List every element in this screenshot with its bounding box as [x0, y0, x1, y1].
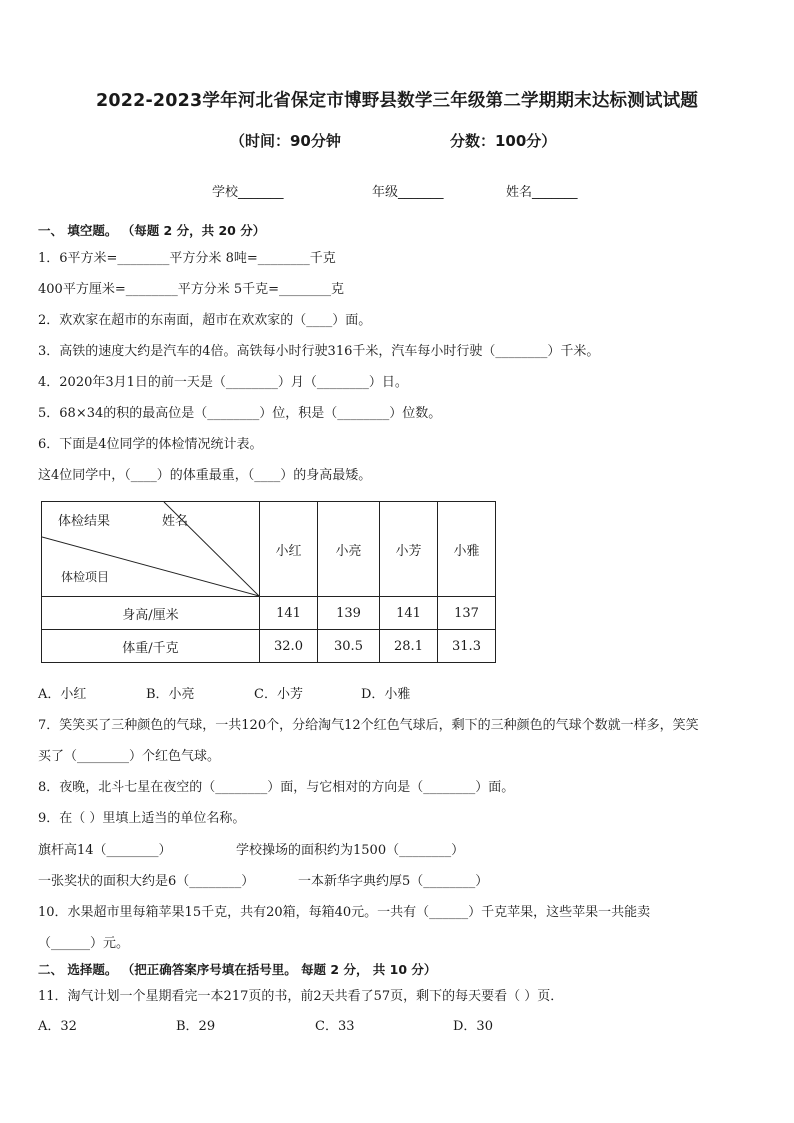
table-row	[42, 630, 496, 663]
name-field: 姓名_______	[506, 185, 578, 200]
table-cell: 31.3	[438, 630, 496, 663]
row-label: 体重/千克	[42, 630, 260, 663]
health-check-table	[41, 501, 496, 663]
table-corner-header	[42, 502, 260, 597]
question-9a: 旗杆高14（________）	[38, 843, 172, 858]
corner-result-label: 体检结果	[58, 514, 111, 529]
time-label: （时间：90分钟	[230, 132, 341, 150]
corner-name-label: 姓名	[162, 514, 189, 529]
option-a: A．32	[38, 1019, 77, 1034]
page-title: 2022-2023学年河北省保定市博野县数学三年级第二学期期末达标测试试题	[95, 91, 699, 111]
question-11: 11．淘气计划一个星期看完一本217页的书，前2天共看了57页，剩下的每天要看（ ）页．	[38, 989, 564, 1004]
question-8: 8．夜晚，北斗七星在夜空的（________）面，与它相对的方向是（________）面。	[38, 780, 515, 795]
table-cell: 30.5	[318, 630, 380, 663]
question-10b: （______）元。	[38, 936, 130, 951]
option-a: A．小红	[38, 687, 87, 702]
question-5: 5．68×34的积的最高位是（________）位，积是（________）位数。	[38, 406, 442, 421]
score-label: 分数：100分）	[450, 132, 557, 150]
table-cell: 141	[260, 597, 318, 630]
table-row	[42, 597, 496, 630]
table-cell: 137	[438, 597, 496, 630]
table-header-name: 小雅	[438, 502, 496, 597]
table-header-name: 小亮	[318, 502, 380, 597]
school-field: 学校_______	[212, 185, 284, 200]
row-label: 身高/厘米	[42, 597, 260, 630]
question-10a: 10．水果超市里每箱苹果15千克，共有20箱，每箱40元。一共有（______）千克苹果，这些苹果一共能卖	[38, 905, 651, 920]
option-b: B．29	[176, 1019, 216, 1034]
table-cell: 141	[380, 597, 438, 630]
question-9: 9．在（ ）里填上适当的单位名称。	[38, 811, 246, 826]
table-header-name: 小芳	[380, 502, 438, 597]
grade-field: 年级_______	[372, 185, 444, 200]
option-d: D．30	[453, 1019, 493, 1034]
question-1a: 1．6平方米=________平方分米 8吨=________千克	[38, 251, 336, 266]
option-b: B．小亮	[146, 687, 195, 702]
question-3: 3．高铁的速度大约是汽车的4倍。高铁每小时行驶316千米，汽车每小时行驶（________）千米。	[38, 344, 600, 359]
question-6-prompt: 这4位同学中，（____）的体重最重，（____）的身高最矮。	[38, 468, 372, 483]
question-9d: 一本新华字典约厚5（________）	[298, 874, 489, 889]
table-cell: 32.0	[260, 630, 318, 663]
question-9b: 学校操场的面积约为1500（________）	[236, 843, 465, 858]
option-c: C．33	[315, 1019, 355, 1034]
table-header-name: 小红	[260, 502, 318, 597]
question-2: 2．欢欢家在超市的东南面，超市在欢欢家的（____）面。	[38, 313, 372, 328]
question-7a: 7．笑笑买了三种颜色的气球，一共120个，分给淘气12个红色气球后，剩下的三种颜色的气球个数就一样多，笑笑	[38, 718, 699, 733]
question-1b: 400平方厘米=________平方分米 5千克=________克	[38, 282, 345, 297]
table-cell: 139	[318, 597, 380, 630]
question-4: 4．2020年3月1日的前一天是（________）月（________）日。	[38, 375, 408, 390]
question-6: 6．下面是4位同学的体检情况统计表。	[38, 437, 263, 452]
section-heading-fill: 一、 填空题。 （每题 2 分，共 20 分）	[38, 223, 266, 238]
section-heading-choice: 二、 选择题。 （把正确答案序号填在括号里。 每题 2 分， 共 10 分）	[38, 962, 437, 977]
table-cell: 28.1	[380, 630, 438, 663]
corner-item-label: 体检项目	[61, 570, 110, 584]
question-7b: 买了（________）个红色气球。	[38, 749, 221, 764]
option-d: D．小雅	[361, 687, 411, 702]
option-c: C．小芳	[254, 687, 303, 702]
question-9c: 一张奖状的面积大约是6（________）	[38, 874, 255, 889]
